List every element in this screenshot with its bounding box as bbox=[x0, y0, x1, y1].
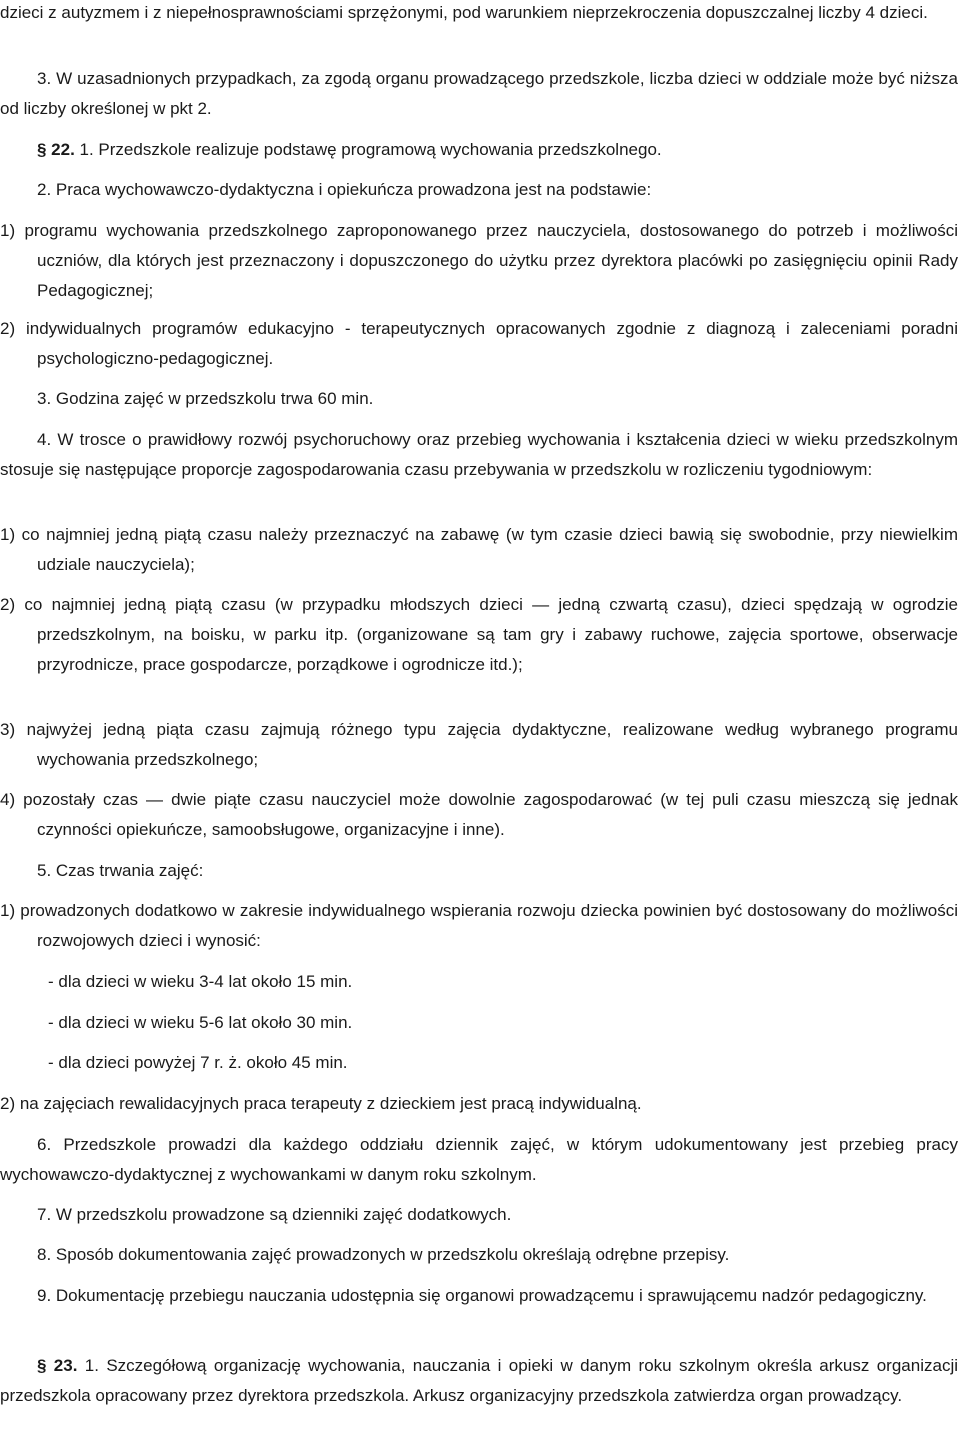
list-item-time-2: 2) co najmniej jedną piątą czasu (w przypadku młodszych dzieci — jedną czwartą czasu), dzieci spędzają w ogrodzie przedszkolnym, na boisku, w parku itp. (organizowane są tam gry i zabawy ruchowe, zajęcia sportowe, obserwacje przyrodnicze, prace gospodarcze, porządkowe i ogrodnicze itd.); bbox=[0, 595, 958, 674]
paragraph-point-3-hour: 3. Godzina zajęć w przedszkolu trwa 60 min. bbox=[37, 389, 374, 408]
list-item-time-3: 3) najwyżej jedną piąta czasu zajmują różnego typu zajęcia dydaktyczne, realizowane według wybranego programu wychowania przedszkolnego; bbox=[0, 720, 958, 769]
list-item-time-4: 4) pozostały czas — dwie piąte czasu nauczyciel może dowolnie zagospodarować (w tej puli czasu mieszczą się jednak czynności opiekuńcze, samoobsługowe, organizacyjne i inne). bbox=[0, 790, 958, 839]
paragraph-point-6: 6. Przedszkole prowadzi dla każdego oddziału dziennik zajęć, w którym udokumentowany jest przebieg pracy wychowawczo-dydaktycznej z wychowankami w danym roku szkolnym. bbox=[0, 1135, 958, 1184]
section-text: 1. Szczegółową organizację wychowania, nauczania i opieki w danym roku szkolnym określa arkusz organizacji przedszkola opracowany przez dyrektora przedszkola. Arkusz organizacyjny przedszkola zatwierdza organ prowadzący. bbox=[0, 1356, 958, 1405]
list-item-duration-1: 1) prowadzonych dodatkowo w zakresie indywidualnego wspierania rozwoju dziecka powinien być dostosowany do możliwości rozwojowych dzieci i wynosić: bbox=[0, 901, 958, 950]
paragraph-section-22 bbox=[37, 135, 958, 165]
list-item-1: 1) programu wychowania przedszkolnego zaproponowanego przez nauczyciela, dostosowanego do potrzeb i możliwości uczniów, dla których jest przeznaczony i dopuszczonego do użytku przez dyrektora placówki po zasięgnięciu opinii Rady Pedagogicznej; bbox=[0, 221, 958, 300]
paragraph-section-23 bbox=[0, 1351, 958, 1411]
list-item-time-1: 1) co najmniej jedną piątą czasu należy przeznaczyć na zabawę (w tym czasie dzieci bawią się swobodnie, przy niewielkim udziale nauczyciela); bbox=[0, 525, 958, 574]
paragraph-point-9: 9. Dokumentację przebiegu nauczania udostępnia się organowi prowadzącemu i sprawującemu nadzór pedagogiczny. bbox=[37, 1286, 927, 1305]
paragraph-point-4: 4. W trosce o prawidłowy rozwój psychoruchowy oraz przebieg wychowania i kształcenia dzieci w wieku przedszkolnym stosuje się następujące proporcje zagospodarowania czasu przebywania w przedszkolu w rozliczeniu tygodniowym: bbox=[0, 430, 958, 479]
dash-item-3-4: - dla dzieci w wieku 3-4 lat około 15 min. bbox=[48, 972, 353, 991]
dash-item-7: - dla dzieci powyżej 7 r. ż. około 45 min. bbox=[48, 1053, 348, 1072]
paragraph-continuation: dzieci z autyzmem i z niepełnosprawnościami sprzężonymi, pod warunkiem nieprzekroczenia dopuszczalnej liczby 4 dzieci. bbox=[0, 3, 928, 22]
section-number: § 23. bbox=[37, 1356, 78, 1375]
paragraph-point-5: 5. Czas trwania zajęć: bbox=[37, 861, 204, 880]
list-item-2: 2) indywidualnych programów edukacyjno - terapeutycznych opracowanych zgodnie z diagnozą i zaleceniami poradni psychologiczno-pedagogicznej. bbox=[0, 319, 958, 368]
section-text: 1. Przedszkole realizuje podstawę programową wychowania przedszkolnego. bbox=[74, 140, 662, 159]
section-number: § 22. bbox=[37, 140, 75, 159]
paragraph-point-8: 8. Sposób dokumentowania zajęć prowadzonych w przedszkolu określają odrębne przepisy. bbox=[37, 1245, 730, 1264]
dash-item-5-6: - dla dzieci w wieku 5-6 lat około 30 min. bbox=[48, 1013, 353, 1032]
paragraph-point-7: 7. W przedszkolu prowadzone są dzienniki zajęć dodatkowych. bbox=[37, 1205, 512, 1224]
list-item-duration-2: 2) na zajęciach rewalidacyjnych praca terapeuty z dzieckiem jest pracą indywidualną. bbox=[0, 1094, 642, 1113]
paragraph-point-3: 3. W uzasadnionych przypadkach, za zgodą organu prowadzącego przedszkole, liczba dzieci w oddziale może być niższa od liczby określonej w pkt 2. bbox=[0, 69, 958, 118]
paragraph-point-2: 2. Praca wychowawczo-dydaktyczna i opiekuńcza prowadzona jest na podstawie: bbox=[37, 180, 652, 199]
